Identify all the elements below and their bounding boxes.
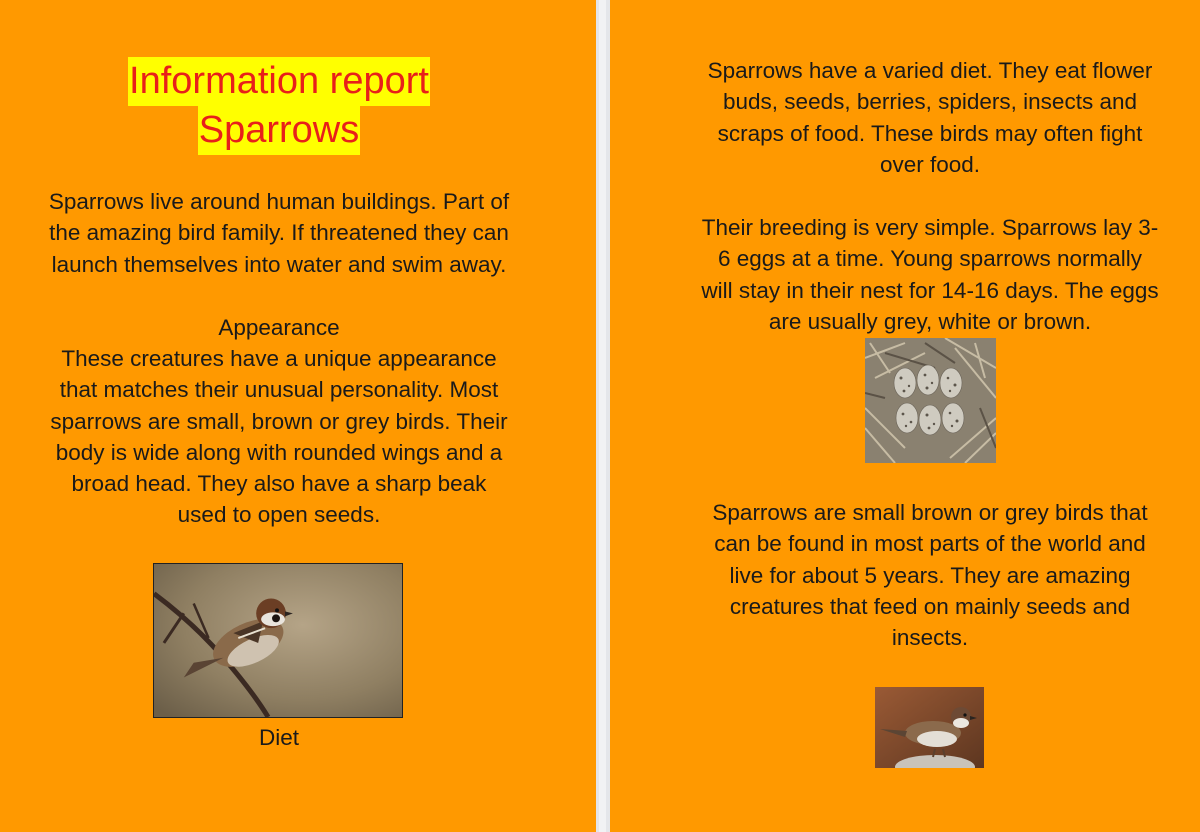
diet-heading: Diet bbox=[258, 725, 299, 750]
intro-paragraph: Sparrows live around human buildings. Part of the amazing bird family. If threatened they can launch themselves into water and swim away. bbox=[48, 189, 510, 277]
report-title bbox=[0, 57, 558, 155]
diet-paragraph: Sparrows have a varied diet. They eat flower buds, seeds, berries, spiders, insects and scraps of food. These birds may often fight over food. bbox=[707, 58, 1153, 177]
left-page bbox=[0, 0, 596, 832]
appearance-heading: Appearance bbox=[218, 315, 340, 340]
right-page bbox=[610, 0, 1200, 832]
sparrow-on-branch-photo bbox=[153, 563, 403, 718]
summary-paragraph: Sparrows are small brown or grey birds that can be found in most parts of the world and live for about 5 years. They are amazing creatures that feed on mainly seeds and insects. bbox=[712, 500, 1148, 651]
sparrow-on-rock-photo bbox=[875, 687, 984, 768]
sparrow-eggs-nest-photo bbox=[865, 338, 996, 463]
page-gutter bbox=[596, 0, 610, 832]
breeding-paragraph: Their breeding is very simple. Sparrows lay 3- 6 eggs at a time. Young sparrows normally will stay in their nest for 14-16 days. The eggs are usually grey, white or brown. bbox=[701, 215, 1159, 334]
title-line-sparrows: Sparrows bbox=[198, 106, 361, 155]
appearance-paragraph: These creatures have a unique appearance that matches their unusual personality. Most sparrows are small, brown or grey birds. Their body is wide along with rounded wings and a broad head. They also have a sharp beak used to open seeds. bbox=[50, 346, 508, 528]
title-line-information-report: Information report bbox=[128, 57, 430, 106]
